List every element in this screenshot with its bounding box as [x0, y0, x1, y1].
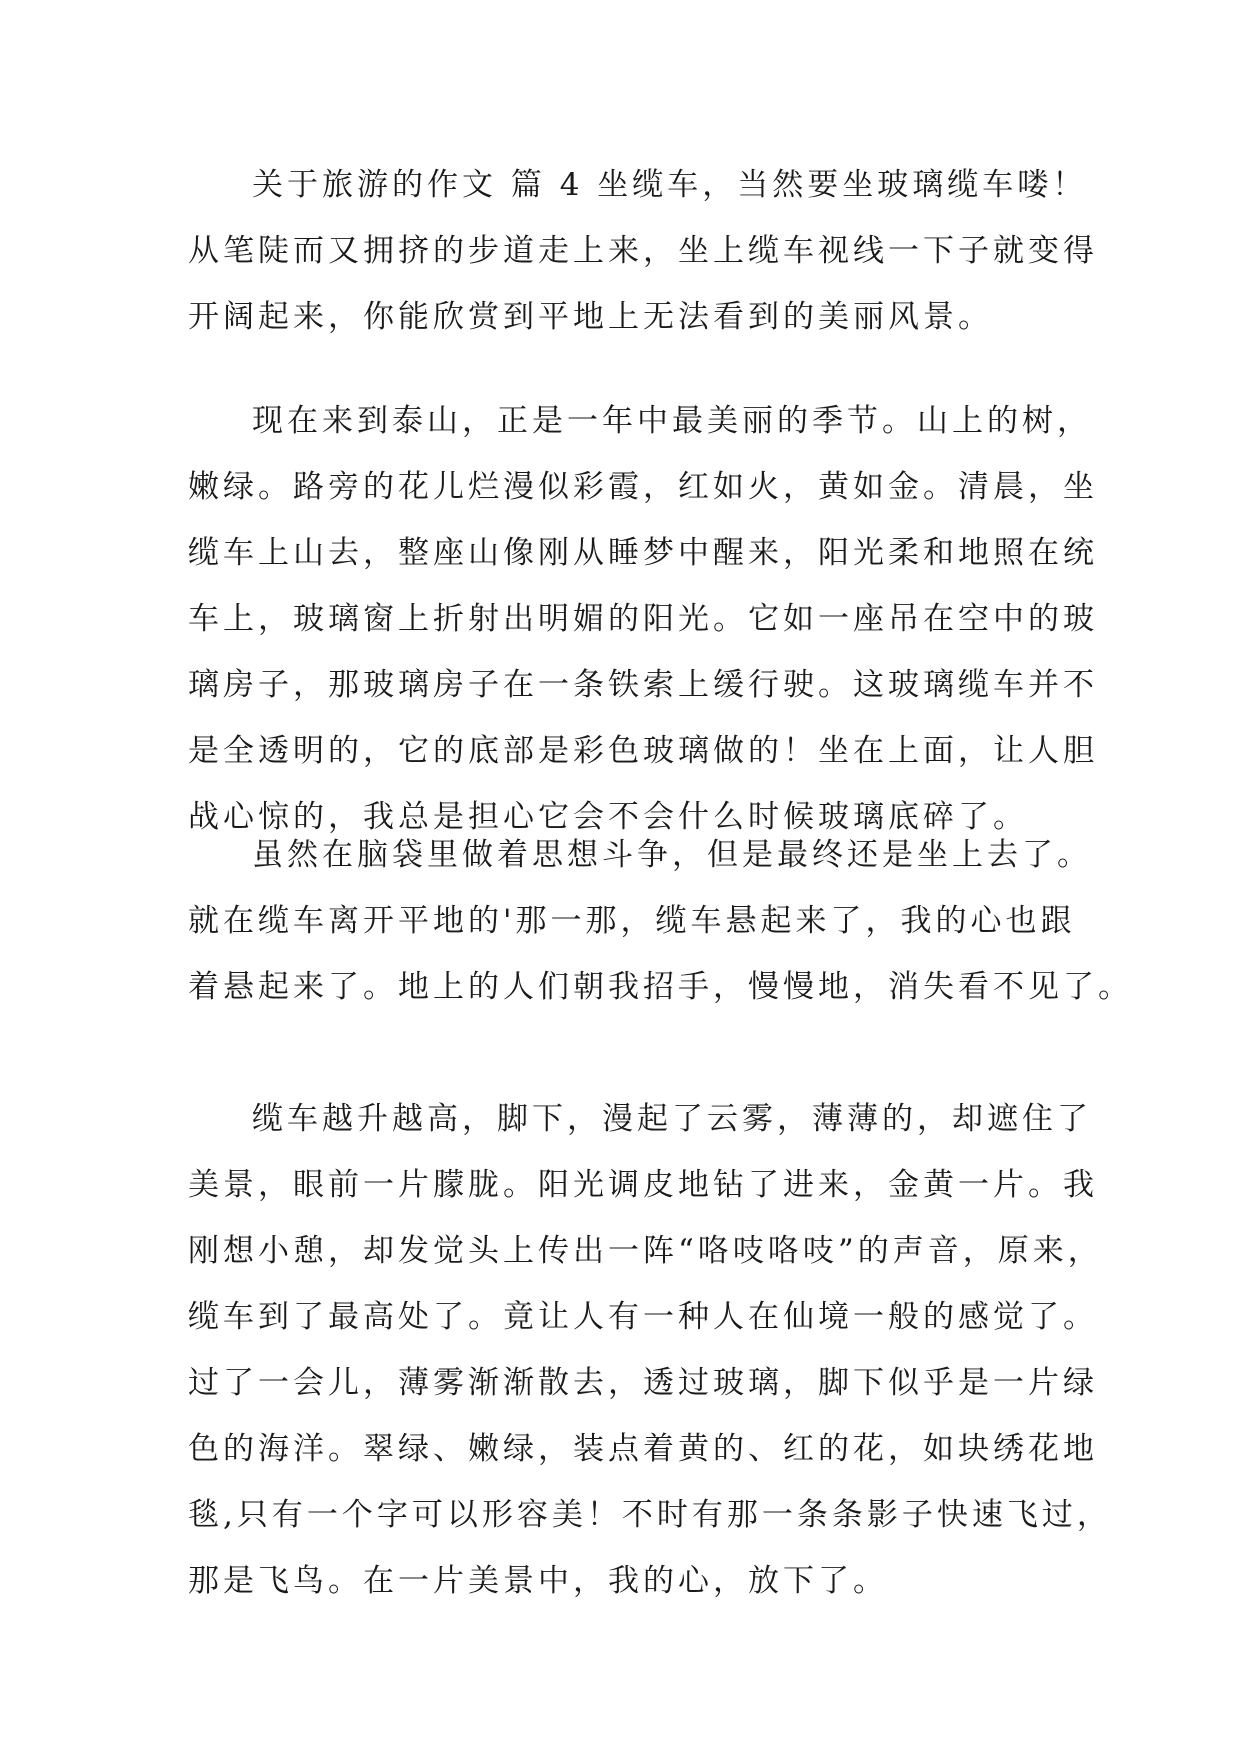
- paragraph-1: [188, 152, 1098, 350]
- paragraph-line: 缆车越升越高，脚下，漫起了云雾，薄薄的，却遮住了: [252, 1101, 1092, 1137]
- paragraph-line: 缆车上山去，整座山像刚从睡梦中醒来，阳光柔和地照在统: [188, 535, 1098, 571]
- paragraph-line: 战心惊的，我总是担心它会不会什么时候玻璃底碎了。: [188, 799, 1028, 835]
- paragraph-line: 是全透明的，它的底部是彩色玻璃做的！坐在上面，让人胆: [188, 733, 1098, 769]
- paragraph-line: 关于旅游的作文 篇 4 坐缆车，当然要坐玻璃缆车喽！: [252, 167, 1088, 203]
- paragraph-3: [188, 822, 1133, 1020]
- paragraph-line: 璃房子，那玻璃房子在一条铁索上缓行驶。这玻璃缆车并不: [188, 667, 1098, 703]
- paragraph-line: 就在缆车离开平地的'那一那，缆车悬起来了，我的心也跟: [188, 903, 1076, 939]
- paragraph-line: 车上，玻璃窗上折射出明媚的阳光。它如一座吊在空中的玻: [188, 601, 1098, 637]
- paragraph-line: 毯,只有一个字可以形容美！不时有那一条条影子快速飞过，: [188, 1497, 1112, 1533]
- paragraph-line: 过了一会儿，薄雾渐渐散去，透过玻璃，脚下似乎是一片绿: [188, 1365, 1098, 1401]
- paragraph-line: 着悬起来了。地上的人们朝我招手，慢慢地，消失看不见了。: [188, 969, 1133, 1005]
- paragraph-line: 开阔起来，你能欣赏到平地上无法看到的美丽风景。: [188, 299, 993, 335]
- paragraph-line: 那是飞鸟。在一片美景中，我的心，放下了。: [188, 1563, 888, 1599]
- paragraph-line: 现在来到泰山，正是一年中最美丽的季节。山上的树，: [252, 403, 1092, 439]
- paragraph-2: [188, 388, 1098, 850]
- paragraph-line: 色的海洋。翠绿、嫩绿，装点着黄的、红的花，如块绣花地: [188, 1431, 1098, 1467]
- paragraph-line: 虽然在脑袋里做着思想斗争，但是最终还是坐上去了。: [252, 837, 1092, 873]
- paragraph-line: 缆车到了最高处了。竟让人有一种人在仙境一般的感觉了。: [188, 1299, 1098, 1335]
- paragraph-line: 从笔陡而又拥挤的步道走上来，坐上缆车视线一下子就变得: [188, 233, 1098, 269]
- paragraph-line: 美景，眼前一片朦胧。阳光调皮地钻了进来，金黄一片。我: [188, 1167, 1098, 1203]
- paragraph-4: [188, 1086, 1112, 1614]
- paragraph-line: 嫩绿。路旁的花儿烂漫似彩霞，红如火，黄如金。清晨，坐: [188, 469, 1098, 505]
- paragraph-line: 刚想小憩，却发觉头上传出一阵“咯吱咯吱”的声音，原来，: [188, 1233, 1103, 1269]
